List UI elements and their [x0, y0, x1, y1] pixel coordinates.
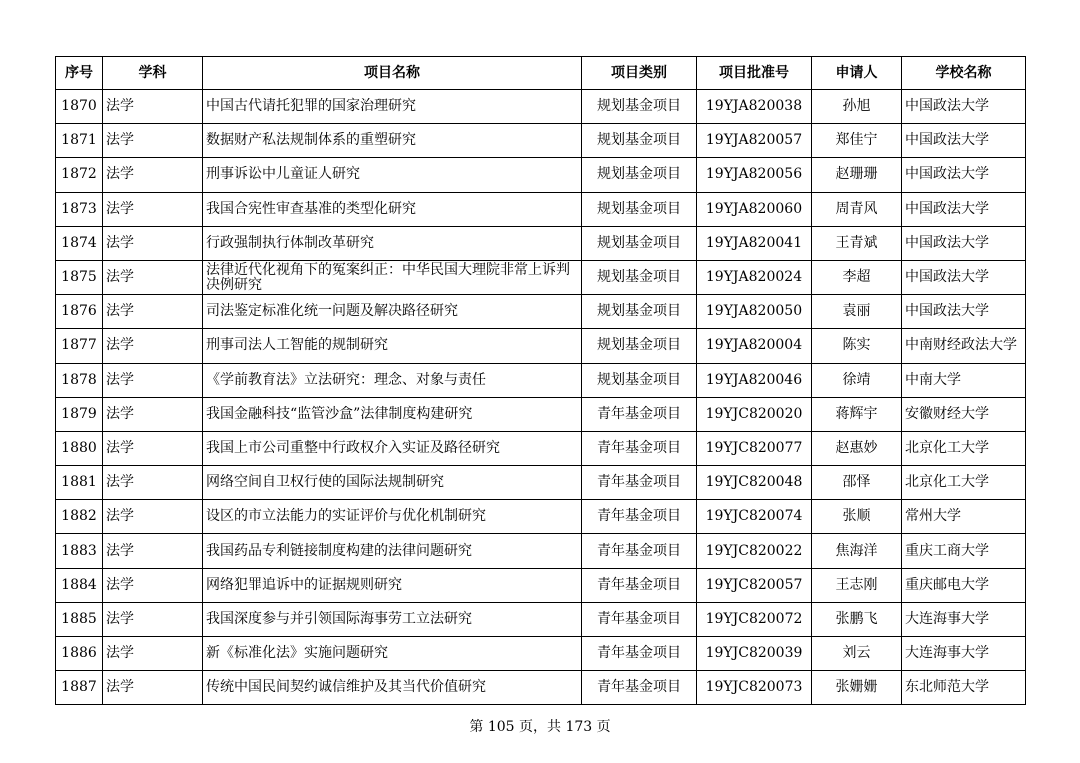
cell-subject: 法学 [103, 124, 203, 158]
cell-approval-no: 19YJC820022 [697, 534, 812, 568]
cell-applicant: 赵珊珊 [812, 158, 902, 192]
cell-approval-no: 19YJA820004 [697, 329, 812, 363]
cell-school: 北京化工大学 [902, 466, 1026, 500]
cell-project-name: 中国古代请托犯罪的国家治理研究 [203, 90, 582, 124]
cell-no: 1880 [56, 431, 103, 465]
cell-subject: 法学 [103, 363, 203, 397]
cell-subject: 法学 [103, 637, 203, 671]
table-row [56, 192, 1026, 226]
header-subject: 学科 [103, 57, 203, 90]
cell-approval-no: 19YJC820073 [697, 671, 812, 705]
cell-no: 1887 [56, 671, 103, 705]
cell-project-type: 青年基金项目 [582, 431, 697, 465]
cell-approval-no: 19YJC820020 [697, 397, 812, 431]
cell-school: 中国政法大学 [902, 124, 1026, 158]
cell-project-type: 规划基金项目 [582, 226, 697, 260]
cell-no: 1878 [56, 363, 103, 397]
cell-applicant: 王志刚 [812, 568, 902, 602]
header-school: 学校名称 [902, 57, 1026, 90]
cell-school: 中国政法大学 [902, 158, 1026, 192]
cell-subject: 法学 [103, 329, 203, 363]
cell-subject: 法学 [103, 397, 203, 431]
cell-applicant: 蒋辉宇 [812, 397, 902, 431]
cell-no: 1875 [56, 260, 103, 294]
cell-applicant: 徐靖 [812, 363, 902, 397]
cell-approval-no: 19YJA820038 [697, 90, 812, 124]
cell-subject: 法学 [103, 158, 203, 192]
cell-subject: 法学 [103, 500, 203, 534]
cell-approval-no: 19YJC820057 [697, 568, 812, 602]
cell-project-name: 《学前教育法》立法研究：理念、对象与责任 [203, 363, 582, 397]
cell-subject: 法学 [103, 534, 203, 568]
cell-no: 1870 [56, 90, 103, 124]
cell-project-type: 规划基金项目 [582, 329, 697, 363]
cell-approval-no: 19YJC820072 [697, 602, 812, 636]
cell-no: 1883 [56, 534, 103, 568]
cell-approval-no: 19YJC820048 [697, 466, 812, 500]
cell-applicant: 陈实 [812, 329, 902, 363]
cell-no: 1882 [56, 500, 103, 534]
cell-no: 1885 [56, 602, 103, 636]
table-row [56, 158, 1026, 192]
cell-subject: 法学 [103, 568, 203, 602]
table-row [56, 637, 1026, 671]
cell-no: 1881 [56, 466, 103, 500]
cell-no: 1872 [56, 158, 103, 192]
cell-project-name: 网络犯罪追诉中的证据规则研究 [203, 568, 582, 602]
cell-project-name: 法律近代化视角下的冤案纠正：中华民国大理院非常上诉判决例研究 [203, 260, 582, 294]
cell-approval-no: 19YJC820077 [697, 431, 812, 465]
cell-school: 中国政法大学 [902, 295, 1026, 329]
cell-applicant: 王青斌 [812, 226, 902, 260]
table-row [56, 602, 1026, 636]
cell-project-type: 规划基金项目 [582, 192, 697, 226]
table-row [56, 534, 1026, 568]
cell-project-type: 青年基金项目 [582, 534, 697, 568]
cell-approval-no: 19YJA820060 [697, 192, 812, 226]
cell-approval-no: 19YJA820041 [697, 226, 812, 260]
cell-project-type: 青年基金项目 [582, 602, 697, 636]
table-row [56, 671, 1026, 705]
table-row [56, 295, 1026, 329]
cell-applicant: 赵惠妙 [812, 431, 902, 465]
cell-no: 1874 [56, 226, 103, 260]
cell-approval-no: 19YJA820050 [697, 295, 812, 329]
cell-applicant: 张顺 [812, 500, 902, 534]
cell-project-type: 青年基金项目 [582, 397, 697, 431]
cell-applicant: 张姗姗 [812, 671, 902, 705]
cell-approval-no: 19YJC820039 [697, 637, 812, 671]
cell-project-name: 设区的市立法能力的实证评价与优化机制研究 [203, 500, 582, 534]
cell-project-type: 青年基金项目 [582, 671, 697, 705]
cell-school: 中国政法大学 [902, 90, 1026, 124]
cell-school: 北京化工大学 [902, 431, 1026, 465]
cell-project-name: 刑事诉讼中儿童证人研究 [203, 158, 582, 192]
cell-no: 1873 [56, 192, 103, 226]
cell-school: 中国政法大学 [902, 226, 1026, 260]
cell-approval-no: 19YJA820056 [697, 158, 812, 192]
cell-applicant: 孙旭 [812, 90, 902, 124]
cell-subject: 法学 [103, 602, 203, 636]
table-row [56, 397, 1026, 431]
cell-no: 1876 [56, 295, 103, 329]
table-row [56, 329, 1026, 363]
cell-project-type: 青年基金项目 [582, 637, 697, 671]
cell-project-type: 规划基金项目 [582, 124, 697, 158]
cell-project-name: 传统中国民间契约诚信维护及其当代价值研究 [203, 671, 582, 705]
cell-no: 1879 [56, 397, 103, 431]
cell-school: 中南财经政法大学 [902, 329, 1026, 363]
header-approval-no: 项目批准号 [697, 57, 812, 90]
table-row [56, 124, 1026, 158]
table-row [56, 500, 1026, 534]
cell-subject: 法学 [103, 295, 203, 329]
cell-approval-no: 19YJA820024 [697, 260, 812, 294]
cell-project-type: 规划基金项目 [582, 363, 697, 397]
cell-approval-no: 19YJC820074 [697, 500, 812, 534]
cell-applicant: 郑佳宁 [812, 124, 902, 158]
cell-project-type: 规划基金项目 [582, 260, 697, 294]
cell-school: 重庆工商大学 [902, 534, 1026, 568]
table-row [56, 568, 1026, 602]
cell-applicant: 袁丽 [812, 295, 902, 329]
cell-project-type: 规划基金项目 [582, 90, 697, 124]
cell-applicant: 张鹏飞 [812, 602, 902, 636]
cell-subject: 法学 [103, 431, 203, 465]
cell-school: 大连海事大学 [902, 602, 1026, 636]
cell-school: 中国政法大学 [902, 260, 1026, 294]
cell-project-name: 我国金融科技“监管沙盒”法律制度构建研究 [203, 397, 582, 431]
cell-project-name: 我国上市公司重整中行政权介入实证及路径研究 [203, 431, 582, 465]
cell-project-name: 网络空间自卫权行使的国际法规制研究 [203, 466, 582, 500]
cell-project-name: 我国深度参与并引领国际海事劳工立法研究 [203, 602, 582, 636]
project-table [55, 56, 1026, 705]
cell-subject: 法学 [103, 260, 203, 294]
header-project-name: 项目名称 [203, 57, 582, 90]
cell-school: 东北师范大学 [902, 671, 1026, 705]
cell-project-type: 规划基金项目 [582, 295, 697, 329]
table-row [56, 260, 1026, 294]
cell-approval-no: 19YJA820057 [697, 124, 812, 158]
cell-school: 中国政法大学 [902, 192, 1026, 226]
page-footer: 第 105 页，共 173 页 [469, 719, 611, 735]
cell-no: 1886 [56, 637, 103, 671]
table-body [56, 90, 1026, 705]
header-no: 序号 [56, 57, 103, 90]
table-row [56, 466, 1026, 500]
cell-project-name: 我国药品专利链接制度构建的法律问题研究 [203, 534, 582, 568]
cell-project-name: 数据财产私法规制体系的重塑研究 [203, 124, 582, 158]
table-row [56, 431, 1026, 465]
cell-project-name: 司法鉴定标准化统一问题及解决路径研究 [203, 295, 582, 329]
cell-applicant: 周青风 [812, 192, 902, 226]
cell-subject: 法学 [103, 466, 203, 500]
cell-project-type: 青年基金项目 [582, 466, 697, 500]
cell-subject: 法学 [103, 671, 203, 705]
cell-approval-no: 19YJA820046 [697, 363, 812, 397]
table-row [56, 90, 1026, 124]
table-row [56, 363, 1026, 397]
cell-subject: 法学 [103, 90, 203, 124]
header-project-type: 项目类别 [582, 57, 697, 90]
cell-project-name: 我国合宪性审查基准的类型化研究 [203, 192, 582, 226]
cell-school: 安徽财经大学 [902, 397, 1026, 431]
table-row [56, 226, 1026, 260]
cell-applicant: 焦海洋 [812, 534, 902, 568]
cell-no: 1884 [56, 568, 103, 602]
cell-project-name: 刑事司法人工智能的规制研究 [203, 329, 582, 363]
cell-subject: 法学 [103, 226, 203, 260]
cell-project-type: 规划基金项目 [582, 158, 697, 192]
table-header-row [56, 57, 1026, 90]
cell-subject: 法学 [103, 192, 203, 226]
cell-project-name: 新《标准化法》实施问题研究 [203, 637, 582, 671]
cell-no: 1877 [56, 329, 103, 363]
cell-school: 中南大学 [902, 363, 1026, 397]
cell-project-type: 青年基金项目 [582, 500, 697, 534]
cell-school: 大连海事大学 [902, 637, 1026, 671]
cell-applicant: 邵怿 [812, 466, 902, 500]
header-applicant: 申请人 [812, 57, 902, 90]
cell-project-name: 行政强制执行体制改革研究 [203, 226, 582, 260]
cell-project-type: 青年基金项目 [582, 568, 697, 602]
cell-school: 重庆邮电大学 [902, 568, 1026, 602]
cell-school: 常州大学 [902, 500, 1026, 534]
cell-no: 1871 [56, 124, 103, 158]
cell-applicant: 李超 [812, 260, 902, 294]
cell-applicant: 刘云 [812, 637, 902, 671]
